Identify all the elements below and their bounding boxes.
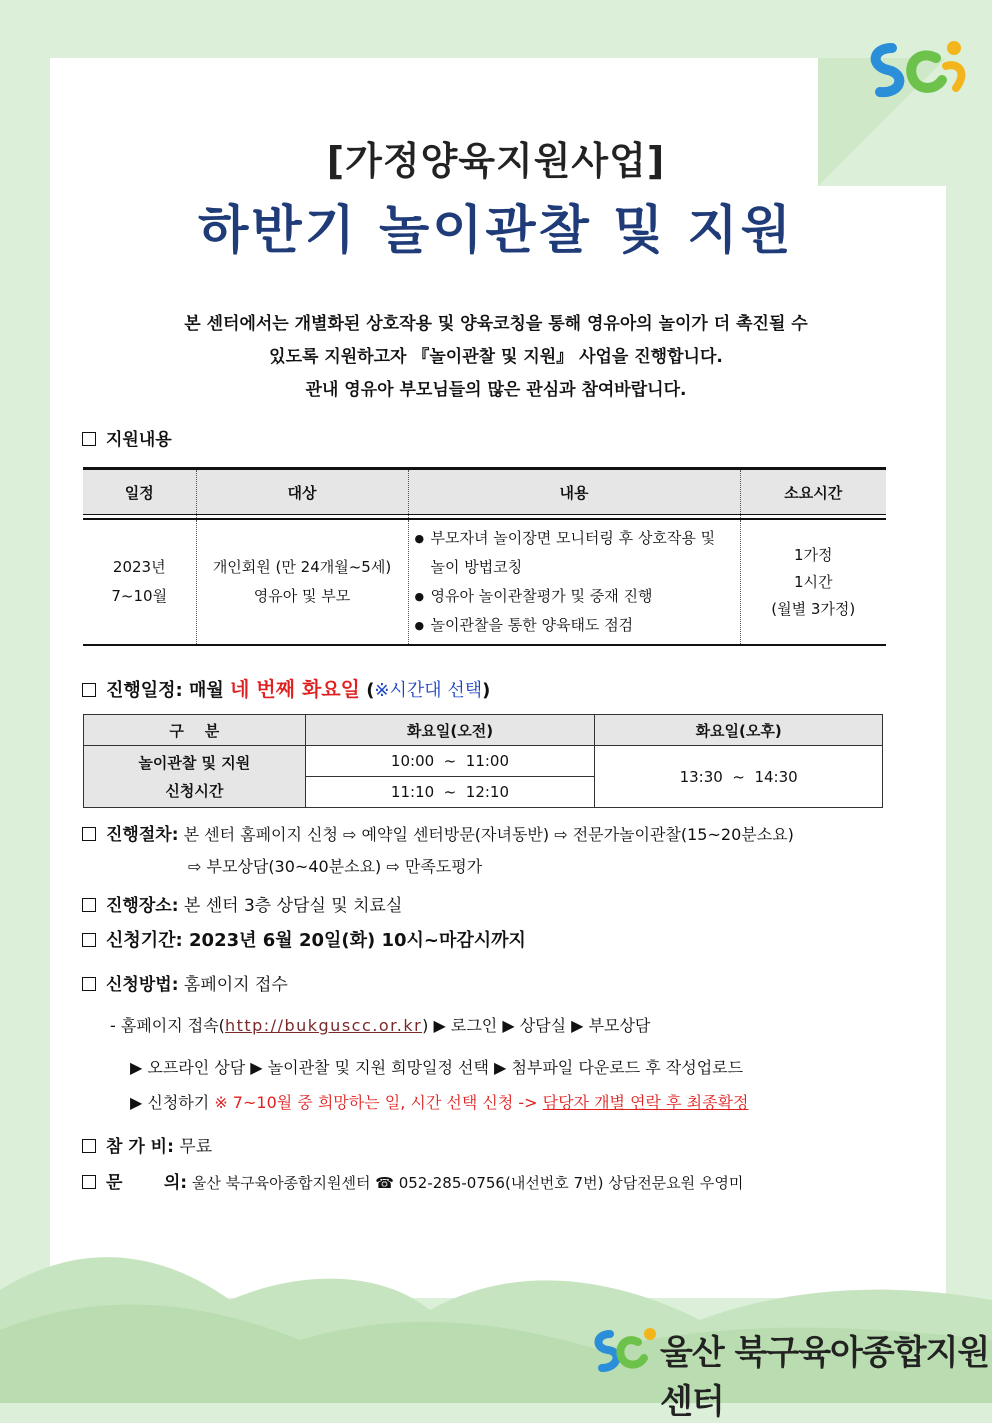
header-target: 대상 (196, 469, 408, 515)
cell-duration: 1가정 1시간 (월별 3가정) (740, 519, 886, 645)
header-duration: 소요시간 (740, 469, 886, 515)
footer-center-name: 울산 북구육아종합지원센터 (660, 1333, 990, 1422)
checkbox-square-icon (82, 977, 96, 991)
footer-logo-icon (590, 1322, 660, 1382)
checkbox-square-icon (82, 827, 96, 841)
procedure-line-2: ⇨ 부모상담(30~40분소요) ⇨ 만족도평가 (188, 857, 483, 876)
method-value: 홈페이지 접수 (178, 975, 288, 995)
intro-line-2: 있도록 지원하고자 『놀이관찰 및 지원』 사업을 진행합니다. (269, 347, 723, 367)
checkbox-square-icon (82, 1175, 96, 1189)
method-step-2: ▶ 오프라인 상담 ▶ 놀이관찰 및 지원 희망일정 선택 ▶ 첨부파일 다운로드 후 작성업로드 (130, 1058, 744, 1077)
time-table (83, 714, 883, 808)
method-step-3-confirm: 담당자 개별 연락 후 최종확정 (542, 1093, 749, 1112)
intro-line-1: 본 센터에서는 개별화된 상호작용 및 양육코칭을 통해 영유아의 놀이가 더 촉진될 수 (184, 314, 808, 334)
checkbox-square-icon (82, 1139, 96, 1153)
period-value: 2023년 6월 20일(화) 10시~마감시까지 (182, 930, 526, 951)
cell-target: 개인회원 (만 24개월~5세) 영유아 및 부모 (196, 519, 408, 645)
section-method: 신청방법: 홈페이지 접수 (82, 970, 288, 995)
place-value: 본 센터 3층 상담실 및 치료실 (178, 896, 403, 916)
content-item: ● 부모자녀 놀이장면 모니터링 후 상호작용 및 (413, 524, 736, 553)
checkbox-square-icon (82, 898, 96, 912)
section-fee: 참 가 비: 무료 (82, 1132, 212, 1157)
schedule-note: ※시간대 선택 (374, 680, 483, 701)
content-item-cont: 놀이 방법코칭 (430, 558, 523, 576)
time-am-slot-1: 10:00 ~ 11:00 (305, 746, 595, 777)
title-bracket: [가정양육지원사업] (326, 139, 666, 183)
section-procedure: 진행절차: 본 센터 홈페이지 신청 ⇨ 예약일 센터방문(자녀동반) ⇨ 전문가놀이관찰(15~20분소요) ⇨ 부모상담(30~40분소요) ⇨ 만족도평가 (82, 819, 794, 883)
time-am-slot-2: 11:10 ~ 12:10 (305, 777, 595, 808)
section-period: 신청기간: 2023년 6월 20일(화) 10시~마감시까지 (82, 926, 526, 952)
method-step-3: ▶ 신청하기 ※ 7~10월 중 희망하는 일, 시간 선택 신청 -> 담당자 개별 연락 후 최종확정 (130, 1093, 749, 1112)
content-item: ● 영유아 놀이관찰평가 및 중재 진행 (413, 582, 736, 611)
procedure-line-1: 본 센터 홈페이지 신청 ⇨ 예약일 센터방문(자녀동반) ⇨ 전문가놀이관찰(15~20분소요) (178, 825, 794, 844)
header-content: 내용 (408, 469, 740, 515)
section-support-heading: 지원내용 (82, 425, 172, 450)
method-step-3-note: ※ 7~10월 중 희망하는 일, 시간 선택 신청 -> (214, 1093, 543, 1112)
intro-paragraph (100, 308, 892, 407)
homepage-link[interactable]: http://bukguscc.or.kr (224, 1016, 423, 1035)
support-table (83, 467, 886, 646)
intro-line-3: 관내 영유아 부모님들의 많은 관심과 참여바랍니다. (305, 380, 687, 400)
center-logo-icon (862, 32, 974, 106)
section-inquiry: 문 의: 울산 북구육아종합지원센터 ☎ 052-285-0756(내선번호 7번) 상담전문요원 우영미 (82, 1168, 743, 1193)
time-pm-slot: 13:30 ~ 14:30 (595, 746, 883, 808)
section-schedule-heading: 진행일정: 매월 네 번째 화요일 (※시간대 선택) (82, 673, 490, 702)
section-place: 진행장소: 본 센터 3층 상담실 및 치료실 (82, 891, 402, 916)
time-header-am: 화요일(오전) (305, 715, 595, 746)
time-header-pm: 화요일(오후) (595, 715, 883, 746)
header-schedule: 일정 (83, 469, 196, 515)
checkbox-square-icon (82, 683, 96, 697)
inquiry-value: 울산 북구육아종합지원센터 ☎ 052-285-0756(내선번호 7번) 상담전문요원 우영미 (187, 1174, 744, 1192)
schedule-highlight: 네 번째 화요일 (230, 677, 360, 701)
checkbox-square-icon (82, 432, 96, 446)
page-title: 하반기 놀이관찰 및 지원 (198, 201, 794, 261)
time-row-label: 놀이관찰 및 지원 신청시간 (84, 746, 306, 808)
method-step-1: - 홈페이지 접속(http://bukguscc.or.kr) ▶ 로그인 ▶ 상담실 ▶ 부모상담 (110, 1016, 651, 1035)
fee-value: 무료 (173, 1137, 213, 1157)
content-item: ● 놀이관찰을 통한 양육태도 점검 (413, 611, 736, 640)
checkbox-square-icon (82, 933, 96, 947)
time-header-category: 구 분 (84, 715, 306, 746)
cell-content (408, 519, 740, 645)
cell-schedule: 2023년 7~10월 (83, 519, 196, 645)
